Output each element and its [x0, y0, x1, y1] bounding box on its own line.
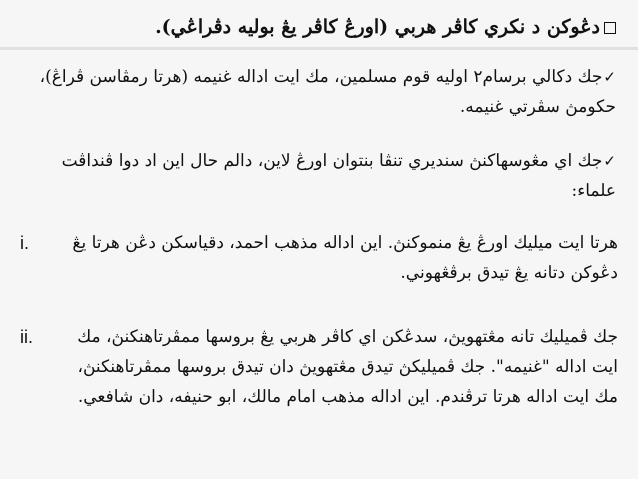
item-number: ii. [20, 327, 33, 347]
square-bullet-icon [604, 22, 616, 34]
bullet-line [16, 146, 616, 176]
bullet-line: علماء: [571, 181, 616, 201]
title-divider [0, 47, 638, 50]
checkmark-icon: ✓ [603, 68, 616, 86]
item-number: i. [20, 233, 29, 253]
bullet-line: حکومڽ سڤرتي غنيمه. [459, 97, 616, 117]
checkmark-icon: ✓ [603, 152, 616, 170]
bullet-item [16, 146, 616, 206]
title-text: دڠوکن د نکري کاڤر هربي (اورڠ کاڤر يڠ بوليه دڤراڠي). [155, 16, 600, 38]
numbered-line: مك ايت اداله هرتا ترڤندم. اين اداله مذهب امام مالك، ابو حنيفه، دان شافعي. [77, 387, 618, 407]
numbered-line: جك ڤميليك تانه مڠتهويڽ، سدڠکن اي کاڤر هربي يڠ بروسها ممڤرتاهنکنڽ، مك [77, 327, 618, 347]
bullet-text: جك اي مڠوسهاکنڽ سنديري تنڤا بنتوان اورڠ لاين، دالم حال اين اد دوا ڤنداڤت [61, 151, 603, 171]
bullet-item [16, 62, 616, 122]
numbered-line: هرتا ايت ميليك اورڠ يڠ منموکنڽ. اين اداله مذهب احمد، دقياسکن دڠن هرتا يڠ [72, 233, 618, 253]
numbered-item [18, 228, 618, 288]
bullet-text: جك دکالي برسام٢ اوليه قوم مسلمين، مك ايت اداله غنيمه (هرتا رمڤاسن ڤراڠ)، [39, 67, 603, 87]
slide-title [16, 14, 616, 40]
numbered-line: دڠوکن دتانه يڠ تيدق برڤڠهوني. [400, 263, 618, 283]
bullet-line [16, 62, 616, 92]
numbered-item [18, 322, 618, 412]
numbered-line: ايت اداله "غنيمه". جك ڤميليکڽ تيدق مڠتهويڽ دان تيدق بروسها ممڤرتاهنکنڽ، [77, 357, 618, 377]
